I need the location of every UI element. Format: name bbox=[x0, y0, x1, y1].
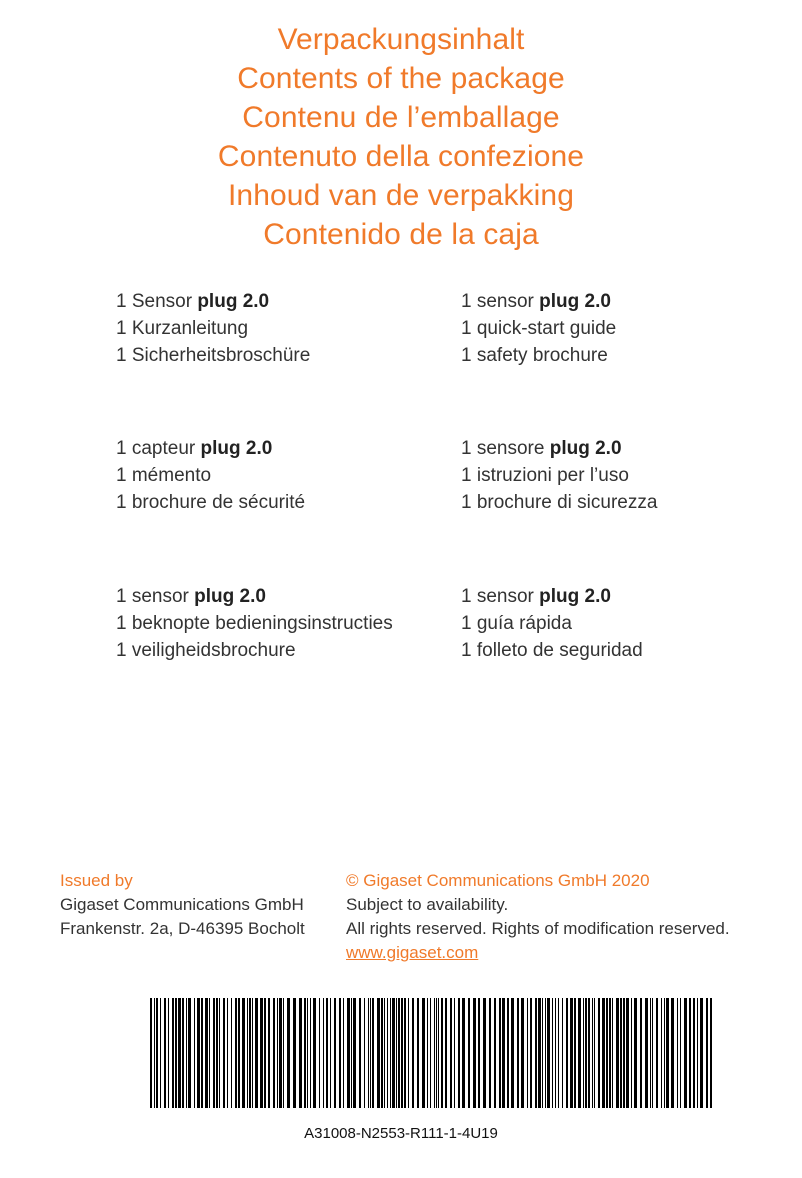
barcode-bar bbox=[197, 998, 200, 1108]
barcode-bar bbox=[209, 998, 210, 1108]
barcode-bar bbox=[494, 998, 496, 1108]
barcode-bar bbox=[634, 998, 637, 1108]
availability-notice: Subject to availability. bbox=[346, 895, 509, 914]
barcode-bar bbox=[372, 998, 374, 1108]
contents-block-en bbox=[461, 288, 616, 369]
barcode-bar bbox=[404, 998, 406, 1108]
barcode-bar bbox=[583, 998, 584, 1108]
contents-item-guide: 1 Kurzanleitung bbox=[116, 318, 249, 339]
barcode-bar bbox=[287, 998, 290, 1108]
barcode-bar bbox=[359, 998, 361, 1108]
barcode-bar bbox=[310, 998, 311, 1108]
barcode-bar bbox=[650, 998, 651, 1108]
barcode-bar bbox=[370, 998, 371, 1108]
barcode-bar bbox=[408, 998, 409, 1108]
barcode-bar bbox=[684, 998, 687, 1108]
barcode-bar bbox=[319, 998, 320, 1108]
barcode-bar bbox=[645, 998, 648, 1108]
contents-item-guide: 1 beknopte bedieningsinstructies bbox=[116, 613, 393, 634]
barcode-bar bbox=[620, 998, 622, 1108]
barcode-bar bbox=[558, 998, 559, 1108]
title-es: Contenido de la caja bbox=[263, 218, 539, 251]
rights-notice: All rights reserved. Rights of modification reserved. bbox=[346, 919, 730, 938]
barcode-bar bbox=[430, 998, 431, 1108]
barcode-bar bbox=[458, 998, 460, 1108]
barcode-bar bbox=[441, 998, 443, 1108]
legal-info bbox=[346, 869, 730, 965]
barcode-bar bbox=[700, 998, 703, 1108]
contents-item-safety: 1 brochure de sécurité bbox=[116, 492, 306, 513]
barcode-bar bbox=[542, 998, 543, 1108]
contents-block-it bbox=[461, 435, 657, 516]
barcode-bar bbox=[205, 998, 208, 1108]
barcode-bar bbox=[260, 998, 263, 1108]
barcode-bar bbox=[201, 998, 203, 1108]
barcode-bar bbox=[552, 998, 553, 1108]
title-fr: Contenu de l’emballage bbox=[242, 101, 560, 134]
barcode-bar bbox=[570, 998, 573, 1108]
barcode-bar bbox=[527, 998, 528, 1108]
barcode-bar bbox=[483, 998, 486, 1108]
barcode-bar bbox=[530, 998, 532, 1108]
barcode-bar bbox=[368, 998, 369, 1108]
contents-item-safety: 1 brochure di sicurezza bbox=[461, 492, 658, 513]
barcode-bar bbox=[156, 998, 158, 1108]
barcode-bar bbox=[710, 998, 712, 1108]
barcode-bar bbox=[323, 998, 324, 1108]
barcode-bar bbox=[473, 998, 476, 1108]
barcode-bar bbox=[592, 998, 593, 1108]
barcode-bar bbox=[164, 998, 166, 1108]
contents-block-es bbox=[461, 583, 643, 664]
barcode-bar bbox=[238, 998, 240, 1108]
barcode-bar bbox=[656, 998, 658, 1108]
barcode-bar bbox=[598, 998, 600, 1108]
barcode-bar bbox=[154, 998, 155, 1108]
barcode-bar bbox=[223, 998, 225, 1108]
barcode-bar bbox=[468, 998, 470, 1108]
contents-item-sensor bbox=[461, 583, 643, 610]
barcode-bar bbox=[535, 998, 537, 1108]
barcode-bar bbox=[160, 998, 161, 1108]
barcode-bar bbox=[661, 998, 662, 1108]
contents-item-sensor bbox=[116, 288, 310, 315]
barcode-image bbox=[148, 998, 714, 1108]
barcode-bar bbox=[299, 998, 302, 1108]
barcode-bar bbox=[454, 998, 455, 1108]
package-contents-titles bbox=[0, 20, 802, 254]
barcode-bar bbox=[264, 998, 266, 1108]
barcode-bar bbox=[693, 998, 695, 1108]
barcode-bar bbox=[186, 998, 187, 1108]
barcode-bar bbox=[398, 998, 400, 1108]
title-nl: Inhoud van de verpakking bbox=[228, 179, 574, 212]
product-name: plug 2.0 bbox=[549, 438, 622, 459]
barcode-bar bbox=[351, 998, 352, 1108]
barcode-bar bbox=[377, 998, 380, 1108]
copyright-notice: © Gigaset Communications GmbH 2020 bbox=[346, 871, 650, 890]
contents-item-safety: 1 folleto de seguridad bbox=[461, 640, 643, 661]
barcode-bar bbox=[574, 998, 576, 1108]
barcode-bar bbox=[235, 998, 237, 1108]
barcode-bar bbox=[219, 998, 220, 1108]
barcode-bar bbox=[343, 998, 344, 1108]
contents-item-guide: 1 guía rápida bbox=[461, 613, 572, 634]
product-name: plug 2.0 bbox=[200, 438, 273, 459]
barcode-bar bbox=[422, 998, 425, 1108]
barcode-bar bbox=[626, 998, 629, 1108]
barcode-bar bbox=[450, 998, 452, 1108]
item-text: 1 sensor bbox=[461, 586, 540, 607]
barcode-bar bbox=[499, 998, 501, 1108]
barcode-bar bbox=[652, 998, 653, 1108]
barcode-bar bbox=[194, 998, 195, 1108]
contents-item-sensor bbox=[461, 435, 657, 462]
barcode-bar bbox=[279, 998, 282, 1108]
barcode-bar bbox=[247, 998, 248, 1108]
product-name: plug 2.0 bbox=[539, 291, 611, 312]
product-name: plug 2.0 bbox=[539, 586, 611, 607]
contents-item-sensor bbox=[461, 288, 616, 315]
product-name: plug 2.0 bbox=[194, 586, 266, 607]
barcode-bar bbox=[417, 998, 419, 1108]
contents-block-fr bbox=[116, 435, 305, 516]
item-text: 1 sensor bbox=[461, 291, 540, 312]
barcode-bar bbox=[462, 998, 465, 1108]
barcode-bar bbox=[313, 998, 316, 1108]
barcode-bar bbox=[545, 998, 546, 1108]
barcode-bar bbox=[347, 998, 350, 1108]
barcode-bar bbox=[555, 998, 556, 1108]
item-text: 1 Sensor bbox=[116, 291, 198, 312]
title-de: Verpackungsinhalt bbox=[277, 23, 525, 56]
barcode-bar bbox=[293, 998, 296, 1108]
contents-item-safety: 1 safety brochure bbox=[461, 345, 608, 366]
company-name: Gigaset Communications GmbH bbox=[60, 895, 304, 914]
barcode-bar bbox=[387, 998, 388, 1108]
barcode-bar bbox=[680, 998, 681, 1108]
barcode-bar bbox=[602, 998, 605, 1108]
barcode-bar bbox=[445, 998, 447, 1108]
barcode-bar bbox=[172, 998, 174, 1108]
title-en: Contents of the package bbox=[237, 62, 565, 95]
barcode-bar bbox=[188, 998, 191, 1108]
barcode-bar bbox=[666, 998, 669, 1108]
barcode-bar bbox=[396, 998, 397, 1108]
barcode-bar bbox=[566, 998, 568, 1108]
contents-item-sensor bbox=[116, 435, 305, 462]
barcode-bar bbox=[538, 998, 541, 1108]
barcode-bar bbox=[588, 998, 590, 1108]
barcode-bar bbox=[182, 998, 184, 1108]
barcode-bar bbox=[502, 998, 505, 1108]
contents-item-sensor bbox=[116, 583, 393, 610]
contents-item-guide: 1 istruzioni per l’uso bbox=[461, 465, 629, 486]
item-text: 1 sensor bbox=[116, 586, 195, 607]
barcode-bar bbox=[242, 998, 245, 1108]
barcode-bar bbox=[277, 998, 278, 1108]
barcode-bar bbox=[326, 998, 328, 1108]
barcode-bar bbox=[517, 998, 519, 1108]
barcode-bar bbox=[697, 998, 698, 1108]
barcode-bar bbox=[227, 998, 228, 1108]
barcode-bar bbox=[307, 998, 308, 1108]
barcode-bar bbox=[689, 998, 691, 1108]
barcode-bar bbox=[216, 998, 218, 1108]
barcode-bar bbox=[231, 998, 232, 1108]
barcode-number: A31008-N2553-R111-1-4U19 bbox=[304, 1125, 498, 1142]
barcode-bar bbox=[178, 998, 181, 1108]
barcode-bar bbox=[249, 998, 251, 1108]
barcode-bar bbox=[547, 998, 550, 1108]
contents-item-safety: 1 veiligheidsbrochure bbox=[116, 640, 296, 661]
barcode-bar bbox=[585, 998, 587, 1108]
issuer-info bbox=[60, 869, 305, 941]
barcode-bar bbox=[640, 998, 642, 1108]
issued-by-label: Issued by bbox=[60, 871, 133, 890]
barcode-bar bbox=[252, 998, 253, 1108]
barcode-bar bbox=[507, 998, 509, 1108]
contents-block-nl bbox=[116, 583, 393, 664]
barcode-bar bbox=[268, 998, 270, 1108]
barcode-bar bbox=[427, 998, 428, 1108]
barcode-bar bbox=[671, 998, 674, 1108]
barcode-bar bbox=[255, 998, 258, 1108]
barcode-bar bbox=[436, 998, 437, 1108]
contents-block-de bbox=[116, 288, 310, 369]
contents-item-safety: 1 Sicherheitsbroschüre bbox=[116, 345, 311, 366]
barcode-bar bbox=[412, 998, 414, 1108]
contents-item-guide: 1 quick-start guide bbox=[461, 318, 617, 339]
barcode-bar bbox=[677, 998, 678, 1108]
barcode-bar bbox=[273, 998, 275, 1108]
barcode-bar bbox=[511, 998, 514, 1108]
item-text: 1 capteur bbox=[116, 438, 201, 459]
barcode-bar bbox=[562, 998, 563, 1108]
barcode-bar bbox=[616, 998, 619, 1108]
item-text: 1 sensore bbox=[461, 438, 550, 459]
barcode-bar bbox=[384, 998, 385, 1108]
contents-item-guide: 1 mémento bbox=[116, 465, 212, 486]
barcode-bar bbox=[478, 998, 480, 1108]
barcode-bar bbox=[664, 998, 665, 1108]
barcode-bar bbox=[612, 998, 613, 1108]
barcode-bar bbox=[304, 998, 306, 1108]
barcode-bar bbox=[606, 998, 608, 1108]
barcode-bar bbox=[353, 998, 356, 1108]
barcode-bar bbox=[609, 998, 611, 1108]
barcode-bar bbox=[213, 998, 215, 1108]
barcode-bar bbox=[623, 998, 625, 1108]
barcode-bar bbox=[521, 998, 524, 1108]
barcode-bar bbox=[401, 998, 403, 1108]
barcode-bar bbox=[381, 998, 383, 1108]
barcode-bar bbox=[330, 998, 331, 1108]
barcode-bar bbox=[438, 998, 439, 1108]
barcode-bar bbox=[150, 998, 152, 1108]
barcode-bar bbox=[283, 998, 284, 1108]
barcode-bar bbox=[434, 998, 435, 1108]
barcode-bar bbox=[706, 998, 708, 1108]
barcode-bar bbox=[168, 998, 169, 1108]
barcode-bar bbox=[578, 998, 581, 1108]
barcode-bar bbox=[392, 998, 395, 1108]
barcode-bar bbox=[631, 998, 632, 1108]
barcode-bar bbox=[339, 998, 341, 1108]
title-it: Contenuto della confezione bbox=[217, 140, 585, 173]
barcode-bar bbox=[594, 998, 595, 1108]
website-link[interactable]: www.gigaset.com bbox=[346, 943, 479, 962]
barcode-bar bbox=[364, 998, 365, 1108]
product-name: plug 2.0 bbox=[197, 291, 270, 312]
barcode-bar bbox=[390, 998, 391, 1108]
company-address: Frankenstr. 2a, D-46395 Bocholt bbox=[60, 919, 305, 938]
barcode-bar bbox=[175, 998, 177, 1108]
barcode-bar bbox=[334, 998, 336, 1108]
barcode-bar bbox=[489, 998, 491, 1108]
